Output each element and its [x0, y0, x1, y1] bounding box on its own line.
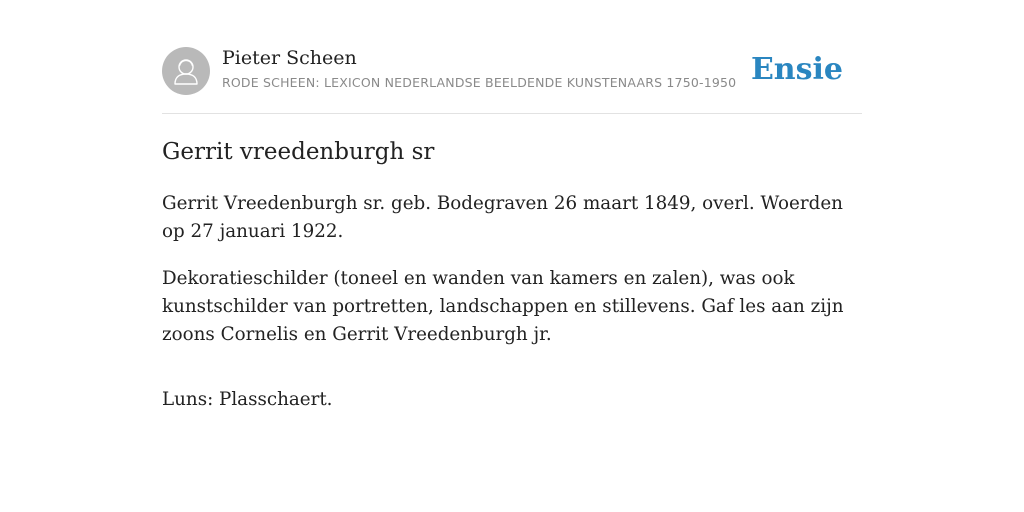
- source-label[interactable]: RODE SCHEEN: LEXICON NEDERLANDSE BEELDENDE KUNSTENAARS 1750-1950: [222, 75, 737, 90]
- ensie-logo[interactable]: Ensie: [750, 52, 843, 87]
- entry-paragraph: Gerrit Vreedenburgh sr. geb. Bodegraven 26 maart 1849, overl. Woerden op 27 januari 1922.: [162, 193, 843, 242]
- article-header: [162, 0, 862, 114]
- entry-body: [162, 190, 862, 433]
- entry-paragraph: Luns: Plasschaert.: [162, 389, 333, 410]
- article: [162, 0, 862, 410]
- entry-paragraph: Dekoratieschilder (toneel en wanden van kamers en zalen), was ook kunstschilder van portretten, landschappen en stillevens. Gaf les aan zijn zoons Cornelis en Gerrit Vreedenburgh jr.: [162, 268, 844, 345]
- user-icon: [162, 47, 210, 95]
- author-name[interactable]: Pieter Scheen: [222, 47, 357, 69]
- entry-title: Gerrit vreedenburgh sr: [162, 139, 435, 165]
- author-avatar[interactable]: [162, 47, 210, 95]
